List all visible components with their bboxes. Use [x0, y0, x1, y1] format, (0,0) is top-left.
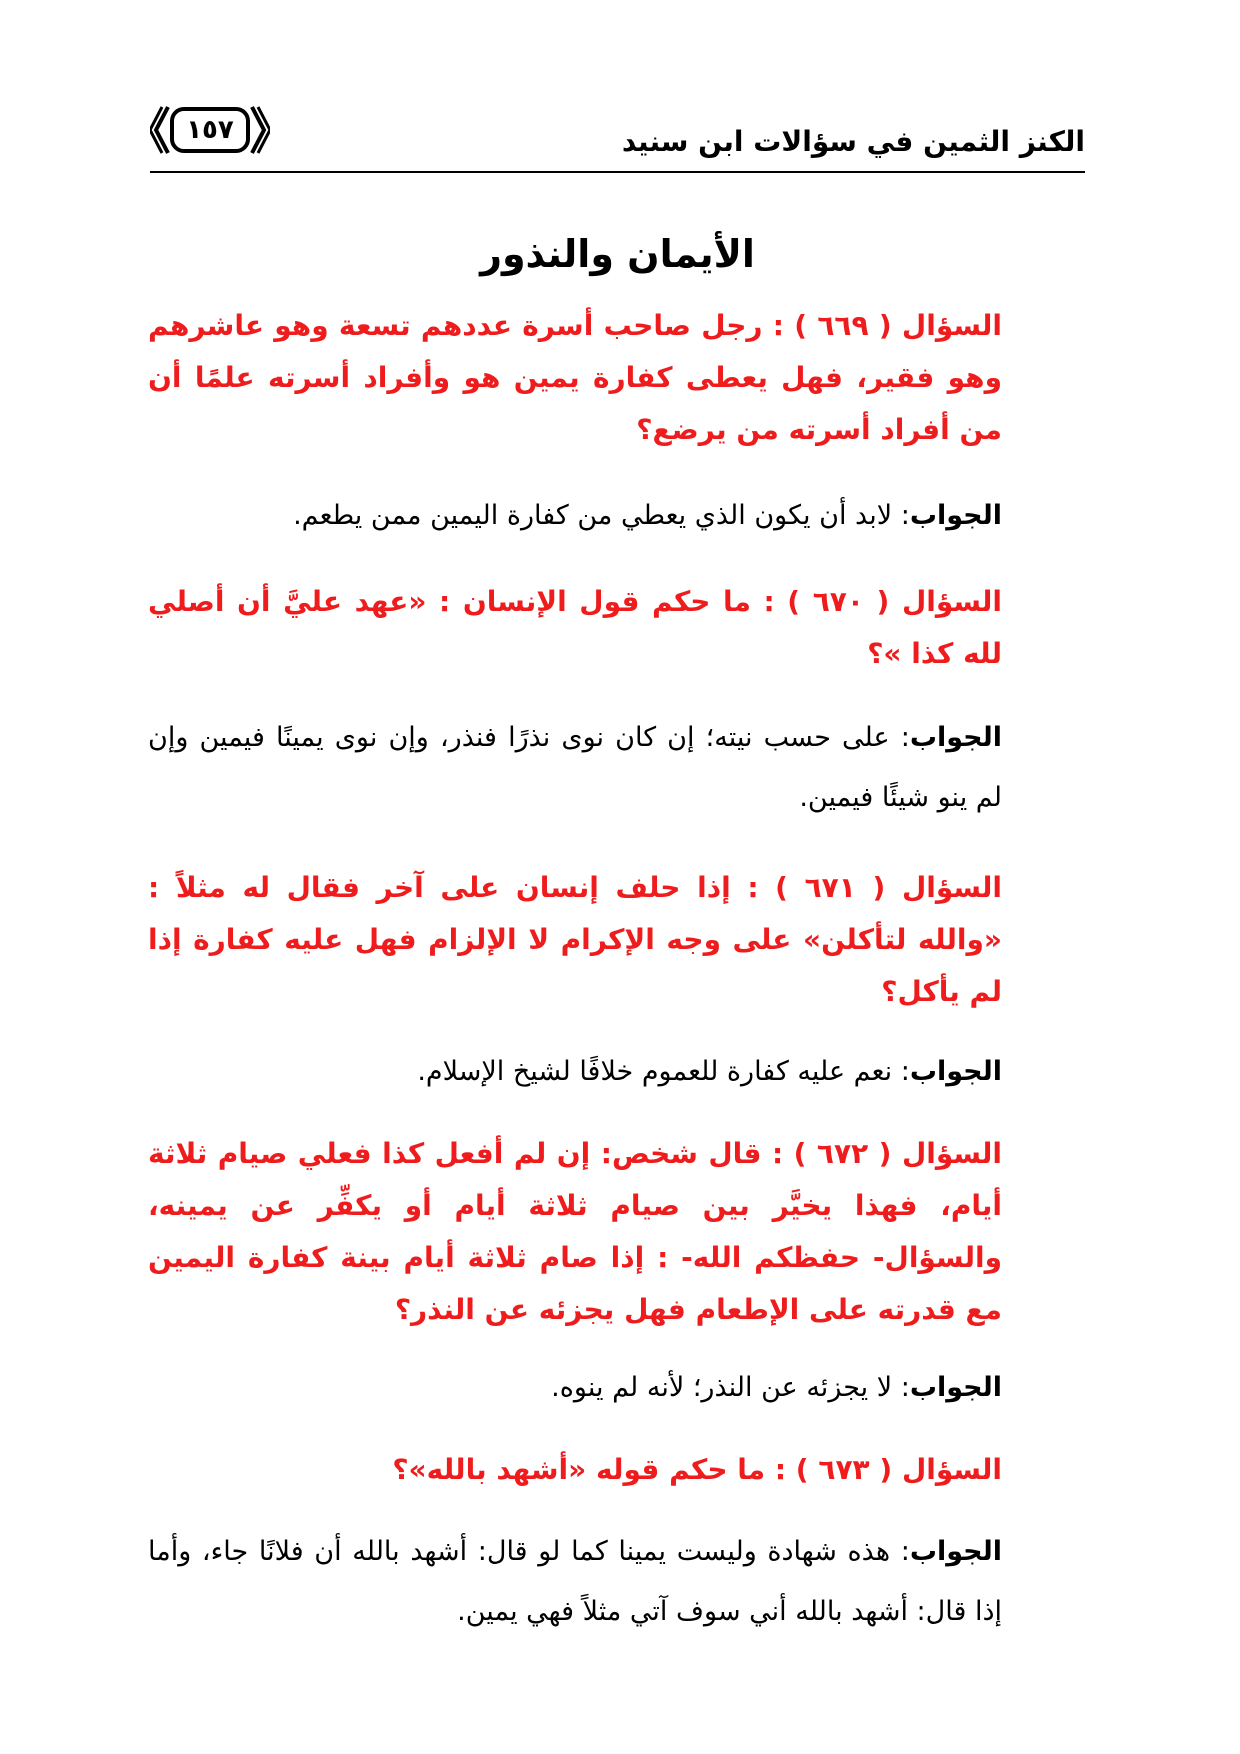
answer-text: : لابد أن يكون الذي يعطي من كفارة اليمين ممن يطعم. — [293, 500, 910, 531]
question-text: ( ٦٧٢ ) : قال شخص: إن لم أفعل كذا فعلي صيام ثلاثة أيام، فهذا يخيَّر بين صيام ثلاثة أيام أو يكفِّر عن يمينه، والسؤال- حفظكم الله- : إذا صام ثلاثة أيام بينة كفارة اليمين مع قدرته على الإطعام فهل يجزئه عن النذر؟ — [148, 1137, 1002, 1326]
page-number: ١٥٧ — [186, 115, 234, 145]
question-669 — [148, 300, 1086, 456]
question-label: السؤال — [901, 1453, 1002, 1486]
question-text: ( ٦٧٣ ) : ما حكم قوله «أشهد بالله»؟ — [392, 1453, 902, 1486]
answer-text: : نعم عليه كفارة للعموم خلافًا لشيخ الإسلام. — [417, 1056, 910, 1087]
question-label: السؤال — [901, 309, 1002, 342]
answer-label: الجواب — [909, 1536, 1002, 1567]
book-title: الكنز الثمين في سؤالات ابن سنيد — [621, 125, 1085, 158]
question-text: ( ٦٧٠ ) : ما حكم قول الإنسان : «عهد عليَّ أن أصلي لله كذا »؟ — [148, 585, 1002, 670]
answer-669 — [148, 486, 1086, 546]
qa-content — [148, 300, 1086, 1642]
answer-673 — [148, 1522, 1086, 1642]
page-number-badge — [150, 103, 270, 157]
answer-text: : هذه شهادة وليست يمينا كما لو قال: أشهد بالله أن فلانًا جاء، وأما إذا قال: أشهد بالله أني سوف آتي مثلاً فهي يمين. — [148, 1536, 1002, 1627]
answer-672 — [148, 1358, 1086, 1418]
question-label: السؤال — [901, 871, 1002, 904]
question-label: السؤال — [901, 1137, 1002, 1170]
question-text: ( ٦٧١ ) : إذا حلف إنسان على آخر فقال له مثلاً : «والله لتأكلن» على وجه الإكرام لا الإلزام فهل عليه كفارة إذا لم يأكل؟ — [148, 871, 1002, 1008]
question-671 — [148, 862, 1086, 1018]
section-title: الأيمان والنذور — [480, 232, 755, 276]
page-header — [150, 95, 1085, 175]
question-672 — [148, 1128, 1086, 1336]
answer-label: الجواب — [909, 500, 1002, 531]
answer-670 — [148, 708, 1086, 828]
answer-text: : لا يجزئه عن النذر؛ لأنه لم ينوه. — [551, 1372, 910, 1403]
question-673 — [148, 1444, 1086, 1496]
question-label: السؤال — [901, 585, 1003, 618]
answer-text: : على حسب نيته؛ إن كان نوى نذرًا فنذر، وإن نوى يمينًا فيمين وإن لم ينو شيئًا فيمين. — [148, 722, 1002, 813]
answer-671 — [148, 1042, 1086, 1102]
header-divider — [150, 171, 1085, 173]
answer-label: الجواب — [909, 1056, 1002, 1087]
answer-label: الجواب — [909, 1372, 1002, 1403]
question-text: ( ٦٦٩ ) : رجل صاحب أسرة عددهم تسعة وهو عاشرهم وهو فقير، فهل يعطى كفارة يمين هو وأفراد أسرته علمًا أن من أفراد أسرته من يرضع؟ — [148, 309, 1002, 446]
question-670 — [148, 576, 1086, 680]
answer-label: الجواب — [909, 722, 1002, 753]
